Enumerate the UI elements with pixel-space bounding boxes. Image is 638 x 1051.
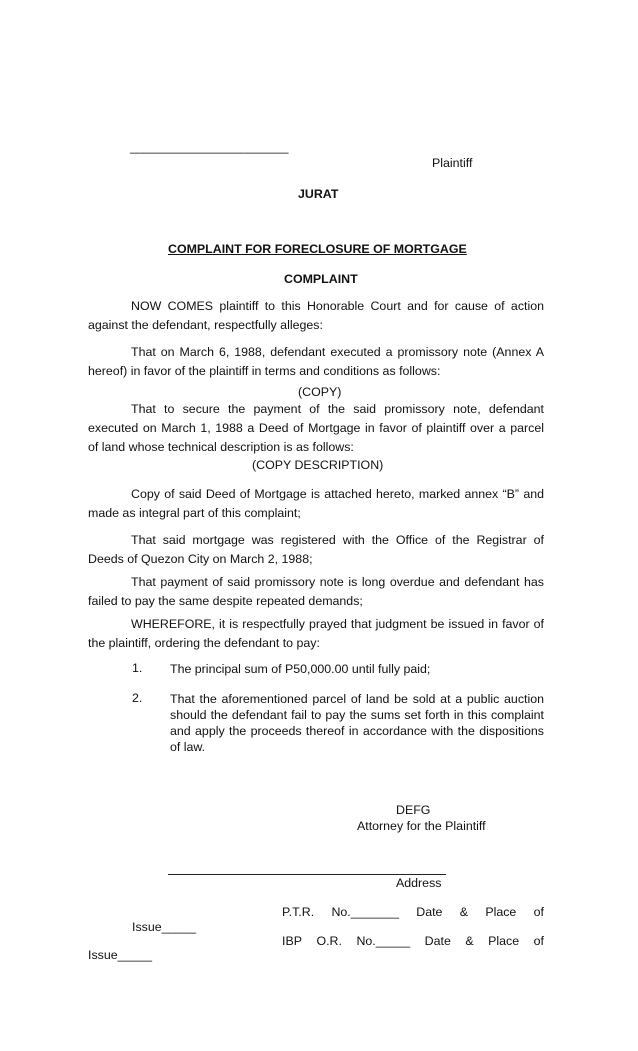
paragraph-4 [88,485,544,523]
prayer-item-line: of law. [170,740,206,754]
prayer-item-number: 1. [132,661,143,675]
prayer-item-line: That the aforementioned parcel of land be sold at a public auction [170,692,544,706]
ptr-place-label: Place [485,905,517,919]
prayer-item-1 [170,661,544,677]
prayer-item-line: and apply the proceeds thereof in accordance with the dispositions [170,724,544,738]
paragraph-line: WHEREFORE, it is respectfully prayed that judgment be issued in favor of [131,617,544,631]
prayer-item-number: 2. [132,691,143,705]
paragraph-line: That said mortgage was registered with the Office of the Registrar of [131,533,544,547]
paragraph-7 [88,615,544,653]
paragraph-line: hereof) in favor of the plaintiff in terms and conditions as follows: [88,364,441,378]
ptr-date-label: Date [416,905,443,919]
paragraph-6 [88,573,544,611]
copy-description-placeholder: (COPY DESCRIPTION) [252,458,384,472]
paragraph-1 [88,297,544,335]
paragraph-line: of land whose technical description is as follows: [88,440,354,454]
ptr-ampersand: & [459,905,469,919]
copy-placeholder: (COPY) [298,385,342,399]
paragraph-5 [88,531,544,569]
paragraph-2 [88,343,544,381]
ptr-label: P.T.R. [282,905,315,919]
paragraph-line: made as integral part of this complaint; [88,506,301,520]
ibp-place-label: Place [488,934,520,948]
paragraph-line: That on March 6, 1988, defendant executed a promissory note (Annex A [131,345,544,359]
paragraph-line: Copy of said Deed of Mortgage is attached hereto, marked annex “B” and [131,487,544,501]
prayer-item-line: The principal sum of P50,000.00 until fully paid; [170,662,431,676]
ibp-or-label: O.R. [316,934,342,948]
paragraph-line: NOW COMES plaintiff to this Honorable Court and for cause of action [131,299,544,313]
plaintiff-label: Plaintiff [432,156,473,170]
address-line [168,874,446,875]
prayer-item-2 [170,691,544,755]
paragraph-line: failed to pay the same despite repeated demands; [88,594,363,608]
ibp-label: IBP [282,934,302,948]
paragraph-line: against the defendant, respectfully alleges: [88,318,323,332]
ptr-number-blank: No._______ [331,905,399,919]
paragraph-line: the plaintiff, ordering the defendant to pay: [88,636,320,650]
jurat-heading: JURAT [298,187,339,201]
complaint-subtitle: COMPLAINT [284,272,358,286]
ibp-of-label: of [533,934,544,948]
prayer-item-line: should the defendant fail to pay the sums set forth in this complaint [170,708,544,722]
ptr-of-label: of [533,905,544,919]
ibp-date-label: Date [424,934,451,948]
signature-blank-line: _______________________ [130,140,289,154]
paragraph-line: Deeds of Quezon City on March 2, 1988; [88,552,313,566]
paragraph-line: executed on March 1, 1988 a Deed of Mortgage in favor of plaintiff over a parcel [88,421,544,435]
ptr-line [282,905,544,919]
paragraph-3 [88,400,544,457]
document-title: COMPLAINT FOR FORECLOSURE OF MORTGAGE [168,242,467,256]
ibp-line [282,934,544,948]
attorney-role: Attorney for the Plaintiff [357,819,486,833]
ibp-issue-blank: Issue_____ [88,948,153,962]
attorney-name: DEFG [396,803,431,817]
ibp-number-blank: No._____ [356,934,411,948]
paragraph-line: That payment of said promissory note is long overdue and defendant has [131,575,544,589]
paragraph-line: That to secure the payment of the said promissory note, defendant [131,402,544,416]
ibp-ampersand: & [465,934,474,948]
ptr-issue-blank: Issue_____ [132,920,197,934]
address-label: Address [396,876,442,890]
